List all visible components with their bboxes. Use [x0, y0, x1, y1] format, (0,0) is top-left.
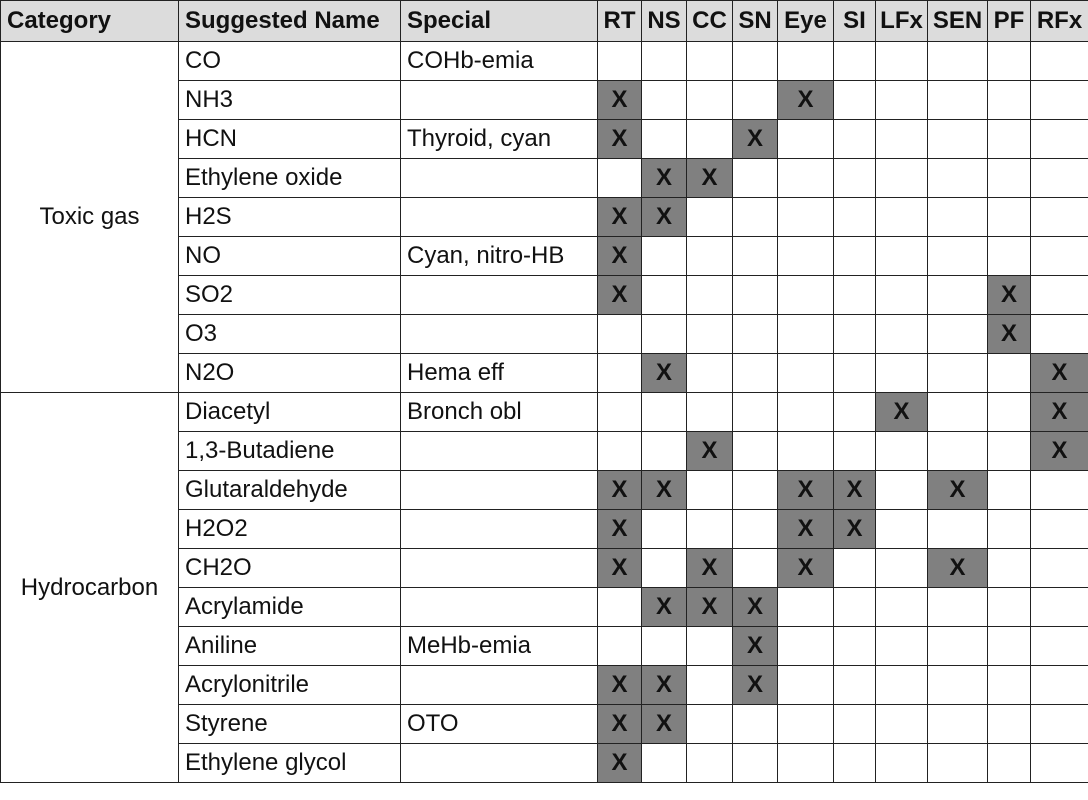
mark-cell-rt — [598, 42, 642, 81]
special-note: Hema eff — [401, 354, 598, 393]
mark-cell-eye — [778, 42, 834, 81]
table-row — [1, 393, 1088, 432]
header-special: Special — [401, 1, 598, 42]
mark-cell-sn — [733, 198, 778, 237]
mark-cell-si — [834, 393, 876, 432]
mark-cell-ns — [642, 315, 687, 354]
mark-cell-si — [834, 744, 876, 783]
chemical-name: NH3 — [179, 81, 401, 120]
mark-cell-sen — [928, 705, 988, 744]
mark-cell-ns: X — [642, 588, 687, 627]
mark-cell-sen — [928, 588, 988, 627]
mark-cell-lfx — [876, 120, 928, 159]
mark-cell-lfx — [876, 237, 928, 276]
mark-cell-rt: X — [598, 510, 642, 549]
mark-cell-pf — [988, 744, 1031, 783]
mark-cell-si — [834, 276, 876, 315]
mark-cell-rt: X — [598, 744, 642, 783]
mark-cell-lfx — [876, 276, 928, 315]
header-rt: RT — [598, 1, 642, 42]
special-note: MeHb-emia — [401, 627, 598, 666]
header-si: SI — [834, 1, 876, 42]
special-note: Cyan, nitro-HB — [401, 237, 598, 276]
mark-cell-ns — [642, 744, 687, 783]
mark-cell-rt — [598, 315, 642, 354]
mark-cell-sn — [733, 471, 778, 510]
chemical-name: 1,3-Butadiene — [179, 432, 401, 471]
mark-cell-pf — [988, 471, 1031, 510]
mark-cell-lfx — [876, 510, 928, 549]
mark-cell-ns — [642, 432, 687, 471]
mark-cell-rfx — [1031, 159, 1088, 198]
mark-cell-rt — [598, 159, 642, 198]
special-note — [401, 549, 598, 588]
mark-cell-sen: X — [928, 471, 988, 510]
mark-cell-sen — [928, 666, 988, 705]
special-note — [401, 432, 598, 471]
mark-cell-ns: X — [642, 471, 687, 510]
mark-cell-sen — [928, 744, 988, 783]
mark-cell-sen — [928, 42, 988, 81]
mark-cell-lfx — [876, 81, 928, 120]
chemical-name: Diacetyl — [179, 393, 401, 432]
mark-cell-eye — [778, 159, 834, 198]
mark-cell-sn — [733, 354, 778, 393]
special-note — [401, 159, 598, 198]
mark-cell-sn — [733, 42, 778, 81]
mark-cell-si — [834, 588, 876, 627]
mark-cell-cc — [687, 354, 733, 393]
mark-cell-eye — [778, 315, 834, 354]
mark-cell-rt — [598, 588, 642, 627]
mark-cell-si — [834, 315, 876, 354]
mark-cell-sen — [928, 432, 988, 471]
mark-cell-sn: X — [733, 627, 778, 666]
mark-cell-rt — [598, 432, 642, 471]
mark-cell-ns: X — [642, 159, 687, 198]
chemical-name: Styrene — [179, 705, 401, 744]
mark-cell-ns: X — [642, 705, 687, 744]
special-note — [401, 666, 598, 705]
mark-cell-si — [834, 666, 876, 705]
mark-cell-lfx — [876, 588, 928, 627]
mark-cell-cc — [687, 666, 733, 705]
mark-cell-sen — [928, 198, 988, 237]
mark-cell-ns: X — [642, 198, 687, 237]
mark-cell-rt: X — [598, 471, 642, 510]
mark-cell-si — [834, 198, 876, 237]
special-note: Bronch obl — [401, 393, 598, 432]
mark-cell-sen — [928, 237, 988, 276]
mark-cell-sen — [928, 393, 988, 432]
mark-cell-eye — [778, 588, 834, 627]
mark-cell-rt: X — [598, 666, 642, 705]
special-note — [401, 315, 598, 354]
header-cc: CC — [687, 1, 733, 42]
chemical-name: CH2O — [179, 549, 401, 588]
special-note — [401, 198, 598, 237]
mark-cell-eye — [778, 666, 834, 705]
mark-cell-sn — [733, 744, 778, 783]
mark-cell-rfx — [1031, 588, 1088, 627]
chemical-name: Ethylene glycol — [179, 744, 401, 783]
mark-cell-si — [834, 705, 876, 744]
special-note — [401, 471, 598, 510]
mark-cell-eye — [778, 432, 834, 471]
mark-cell-sn — [733, 549, 778, 588]
mark-cell-pf — [988, 666, 1031, 705]
mark-cell-sn — [733, 81, 778, 120]
mark-cell-ns — [642, 393, 687, 432]
mark-cell-sn — [733, 237, 778, 276]
mark-cell-eye — [778, 276, 834, 315]
mark-cell-sen — [928, 159, 988, 198]
mark-cell-lfx — [876, 42, 928, 81]
mark-cell-sn — [733, 276, 778, 315]
mark-cell-cc: X — [687, 588, 733, 627]
mark-cell-cc: X — [687, 159, 733, 198]
mark-cell-ns — [642, 42, 687, 81]
chemical-name: Glutaraldehyde — [179, 471, 401, 510]
mark-cell-rt — [598, 393, 642, 432]
special-note — [401, 81, 598, 120]
mark-cell-si — [834, 432, 876, 471]
mark-cell-eye — [778, 744, 834, 783]
mark-cell-sn — [733, 393, 778, 432]
mark-cell-cc — [687, 42, 733, 81]
mark-cell-eye — [778, 393, 834, 432]
mark-cell-rt: X — [598, 549, 642, 588]
mark-cell-ns — [642, 120, 687, 159]
special-note — [401, 510, 598, 549]
mark-cell-pf: X — [988, 276, 1031, 315]
header-category: Category — [1, 1, 179, 42]
mark-cell-ns — [642, 627, 687, 666]
chemical-name: H2S — [179, 198, 401, 237]
mark-cell-si — [834, 354, 876, 393]
special-note: OTO — [401, 705, 598, 744]
mark-cell-cc — [687, 393, 733, 432]
chemical-name: NO — [179, 237, 401, 276]
mark-cell-pf — [988, 42, 1031, 81]
header-pf: PF — [988, 1, 1031, 42]
mark-cell-cc: X — [687, 549, 733, 588]
table-row — [1, 42, 1088, 81]
mark-cell-pf — [988, 549, 1031, 588]
mark-cell-sen: X — [928, 549, 988, 588]
mark-cell-eye: X — [778, 81, 834, 120]
mark-cell-pf — [988, 705, 1031, 744]
mark-cell-pf — [988, 432, 1031, 471]
mark-cell-rfx — [1031, 81, 1088, 120]
mark-cell-si — [834, 627, 876, 666]
mark-cell-rfx — [1031, 120, 1088, 159]
mark-cell-ns: X — [642, 666, 687, 705]
mark-cell-rfx: X — [1031, 354, 1088, 393]
mark-cell-rt: X — [598, 237, 642, 276]
mark-cell-eye — [778, 120, 834, 159]
header-suggested-name: Suggested Name — [179, 1, 401, 42]
mark-cell-cc — [687, 198, 733, 237]
mark-cell-rfx — [1031, 471, 1088, 510]
mark-cell-pf — [988, 627, 1031, 666]
mark-cell-rfx — [1031, 705, 1088, 744]
mark-cell-rfx — [1031, 666, 1088, 705]
mark-cell-lfx — [876, 354, 928, 393]
mark-cell-cc — [687, 120, 733, 159]
mark-cell-lfx — [876, 315, 928, 354]
mark-cell-ns — [642, 549, 687, 588]
mark-cell-sn — [733, 705, 778, 744]
mark-cell-pf — [988, 354, 1031, 393]
mark-cell-rfx — [1031, 276, 1088, 315]
mark-cell-rfx — [1031, 549, 1088, 588]
mark-cell-eye — [778, 198, 834, 237]
mark-cell-cc — [687, 627, 733, 666]
mark-cell-pf — [988, 81, 1031, 120]
mark-cell-lfx — [876, 705, 928, 744]
mark-cell-sn — [733, 510, 778, 549]
mark-cell-eye — [778, 705, 834, 744]
mark-cell-sn: X — [733, 666, 778, 705]
mark-cell-rfx — [1031, 744, 1088, 783]
chemical-name: Acrylamide — [179, 588, 401, 627]
header-sn: SN — [733, 1, 778, 42]
header-lfx: LFx — [876, 1, 928, 42]
special-note — [401, 744, 598, 783]
chemical-name: O3 — [179, 315, 401, 354]
mark-cell-rt — [598, 354, 642, 393]
mark-cell-rt: X — [598, 705, 642, 744]
mark-cell-si — [834, 120, 876, 159]
mark-cell-cc — [687, 744, 733, 783]
mark-cell-si — [834, 159, 876, 198]
mark-cell-cc: X — [687, 432, 733, 471]
mark-cell-ns — [642, 510, 687, 549]
mark-cell-lfx — [876, 198, 928, 237]
mark-cell-rfx — [1031, 510, 1088, 549]
mark-cell-si — [834, 81, 876, 120]
mark-cell-sen — [928, 81, 988, 120]
mark-cell-eye — [778, 237, 834, 276]
mark-cell-sen — [928, 354, 988, 393]
mark-cell-sen — [928, 276, 988, 315]
mark-cell-sen — [928, 510, 988, 549]
mark-cell-ns — [642, 276, 687, 315]
mark-cell-rt: X — [598, 276, 642, 315]
mark-cell-eye — [778, 354, 834, 393]
mark-cell-sn — [733, 159, 778, 198]
mark-cell-lfx — [876, 549, 928, 588]
mark-cell-si — [834, 237, 876, 276]
mark-cell-rfx: X — [1031, 432, 1088, 471]
mark-cell-eye: X — [778, 471, 834, 510]
mark-cell-cc — [687, 705, 733, 744]
chemical-name: HCN — [179, 120, 401, 159]
mark-cell-sen — [928, 120, 988, 159]
mark-cell-lfx — [876, 666, 928, 705]
mark-cell-si: X — [834, 471, 876, 510]
category-cell: Hydrocarbon — [1, 393, 179, 783]
special-note: COHb-emia — [401, 42, 598, 81]
mark-cell-si: X — [834, 510, 876, 549]
mark-cell-ns — [642, 81, 687, 120]
category-cell: Toxic gas — [1, 42, 179, 393]
chemical-name: Ethylene oxide — [179, 159, 401, 198]
mark-cell-eye — [778, 627, 834, 666]
mark-cell-lfx — [876, 159, 928, 198]
mark-cell-rfx — [1031, 315, 1088, 354]
chemical-name: Acrylonitrile — [179, 666, 401, 705]
special-note: Thyroid, cyan — [401, 120, 598, 159]
special-note — [401, 276, 598, 315]
mark-cell-ns — [642, 237, 687, 276]
header-eye: Eye — [778, 1, 834, 42]
mark-cell-eye: X — [778, 510, 834, 549]
mark-cell-lfx — [876, 432, 928, 471]
mark-cell-rfx — [1031, 42, 1088, 81]
mark-cell-sn: X — [733, 588, 778, 627]
mark-cell-cc — [687, 471, 733, 510]
mark-cell-pf — [988, 159, 1031, 198]
mark-cell-sen — [928, 315, 988, 354]
chemical-name: SO2 — [179, 276, 401, 315]
header-ns: NS — [642, 1, 687, 42]
mark-cell-si — [834, 549, 876, 588]
mark-cell-pf — [988, 510, 1031, 549]
mark-cell-cc — [687, 315, 733, 354]
mark-cell-pf — [988, 393, 1031, 432]
mark-cell-cc — [687, 510, 733, 549]
mark-cell-rt — [598, 627, 642, 666]
mark-cell-pf — [988, 120, 1031, 159]
special-note — [401, 588, 598, 627]
chemical-name: H2O2 — [179, 510, 401, 549]
mark-cell-rt: X — [598, 81, 642, 120]
mark-cell-cc — [687, 81, 733, 120]
mark-cell-sn — [733, 432, 778, 471]
mark-cell-rfx: X — [1031, 393, 1088, 432]
header-sen: SEN — [928, 1, 988, 42]
mark-cell-cc — [687, 237, 733, 276]
mark-cell-rfx — [1031, 198, 1088, 237]
mark-cell-rfx — [1031, 237, 1088, 276]
chemical-name: CO — [179, 42, 401, 81]
mark-cell-pf — [988, 237, 1031, 276]
mark-cell-rt: X — [598, 120, 642, 159]
chemical-name: N2O — [179, 354, 401, 393]
header-rfx: RFx — [1031, 1, 1088, 42]
mark-cell-ns: X — [642, 354, 687, 393]
mark-cell-eye: X — [778, 549, 834, 588]
chemical-name: Aniline — [179, 627, 401, 666]
header-row — [1, 1, 1088, 42]
mark-cell-lfx — [876, 471, 928, 510]
mark-cell-lfx — [876, 744, 928, 783]
mark-cell-sen — [928, 627, 988, 666]
mark-cell-pf: X — [988, 315, 1031, 354]
mark-cell-lfx — [876, 627, 928, 666]
mark-cell-si — [834, 42, 876, 81]
mark-cell-rfx — [1031, 627, 1088, 666]
mark-cell-pf — [988, 588, 1031, 627]
mark-cell-rt: X — [598, 198, 642, 237]
mark-cell-cc — [687, 276, 733, 315]
mark-cell-pf — [988, 198, 1031, 237]
mark-cell-sn: X — [733, 120, 778, 159]
mark-cell-lfx: X — [876, 393, 928, 432]
mark-cell-sn — [733, 315, 778, 354]
